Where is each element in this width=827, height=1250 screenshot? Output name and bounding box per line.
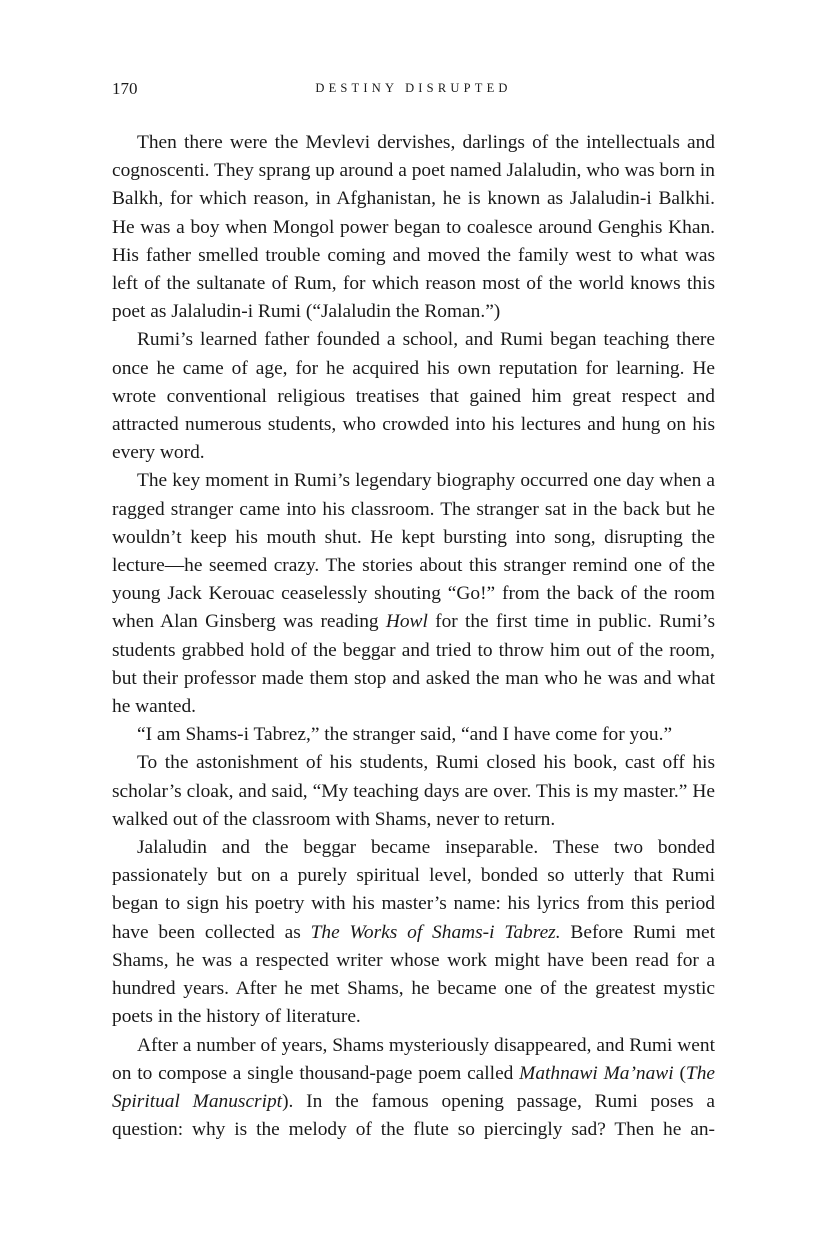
paragraph-text: for the first time in public. Rumi’s students grabbed hold of the beggar and tried to throw him out of the room, but their professor made them stop and asked the man who he was and what he wanted. xyxy=(112,611,715,718)
running-title: DESTINY DISRUPTED xyxy=(315,81,512,95)
italic-title: Howl xyxy=(385,611,428,633)
italic-title: The Works of Shams-i Tabrez. xyxy=(310,921,561,943)
paragraph: “I am Shams-i Tabrez,” the stranger said, “and I have come for you.” xyxy=(137,724,673,746)
body-text xyxy=(112,129,715,1144)
paragraph: Rumi’s learned father founded a school, and Rumi began teaching there once he came of age, for he acquired his own reputation for learning. He wrote conventional religious treatises that gained him great respect and attracted numerous students, who crowded into his lectures and hung on his every word. xyxy=(112,329,715,464)
paragraph xyxy=(112,1032,715,1145)
paragraph-text: Before Rumi met Shams, he was a respected writer whose work might have been read for a hundred years. After he met Shams, he became one of the greatest mystic poets in the history of literature. xyxy=(112,921,715,1028)
paragraph xyxy=(112,834,715,1031)
italic-title: The Spiritual Manuscript xyxy=(112,1062,715,1112)
paragraph-text: After a number of years, Shams mysteriously disappeared, and Rumi went on to compose a single thousand-page poem called xyxy=(112,1034,715,1084)
paragraph: Then there were the Mevlevi dervishes, darlings of the intellectuals and cognoscenti. They sprang up around a poet named Jalaludin, who was born in Balkh, for which reason, in Afghanistan, he is known as Jalaludin-i Balkhi. He was a boy when Mongol power began to coalesce around Genghis Khan. His father smelled trouble coming and moved the family west to what was left of the sultanate of Rum, for which reason most of the world knows this poet as Jalaludin-i Rumi (“Jalaludin the Roman.”) xyxy=(112,132,715,323)
running-head xyxy=(112,79,715,101)
paragraph-text: ). In the famous opening passage, Rumi poses a question: why is the melody of the flute so piercingly sad? Then he an- xyxy=(112,1090,715,1141)
page-number: 170 xyxy=(112,79,138,98)
paragraph: To the astonishment of his students, Rumi closed his book, cast off his scholar’s cloak, and said, “My teaching days are over. This is my master.” He walked out of the classroom with Shams, never to return. xyxy=(112,752,715,830)
italic-title: Mathnawi Ma’nawi xyxy=(519,1062,674,1084)
paragraph xyxy=(112,467,715,721)
paragraph-text: ( xyxy=(673,1062,686,1084)
paragraph-text: The key moment in Rumi’s legendary biography occurred one day when a ragged stranger came into his classroom. The stranger sat in the back but he wouldn’t keep his mouth shut. He kept bursting into song, disrupting the lecture—he seemed crazy. The stories about this stranger remind one of the young Jack Kerouac ceaselessly shouting “Go!” from the back of the room when Alan Ginsberg was reading xyxy=(112,470,715,633)
paragraph-text: Jalaludin and the beggar became inseparable. These two bonded passionately but on a purely spiritual level, bonded so utterly that Rumi began to sign his poetry with his master’s name: his lyrics from this period have been collected as xyxy=(112,837,715,943)
